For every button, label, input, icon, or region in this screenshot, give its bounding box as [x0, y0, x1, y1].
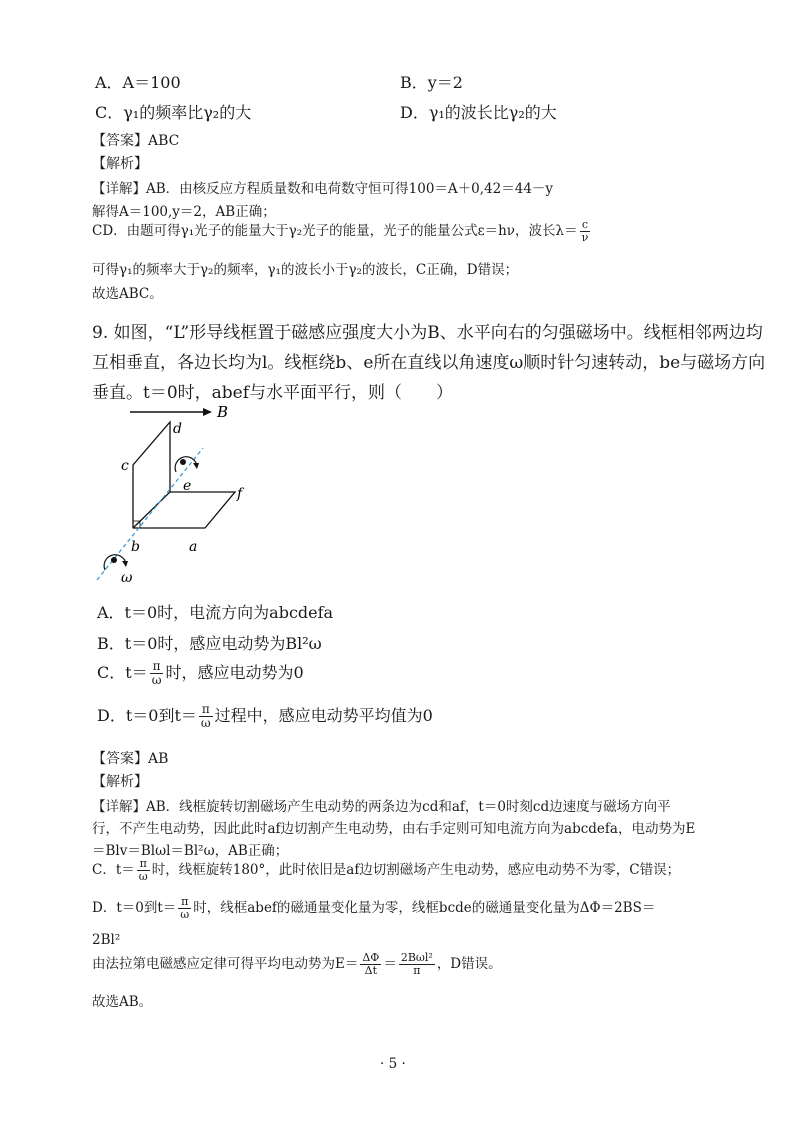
option-d: D．t＝0到t＝ $\frac{\pi}{\omega}$ 过程中，感应电动势平均值为0 [97, 702, 433, 731]
label-e: e [183, 478, 192, 494]
page-number: · 5 · [380, 1056, 406, 1072]
prev-option-b: B．y＝2 [400, 73, 463, 92]
prev-answer-line: 【答案】ABC [92, 133, 180, 149]
prev-analysis-label: 【解析】 [92, 156, 148, 172]
prev-option-c: C．γ₁的频率比γ₂的大 [95, 103, 252, 122]
axis-dot-lower [111, 557, 117, 563]
label-f: f [237, 486, 243, 502]
option-c: C．t＝ $\frac{\pi}{\omega}$ 时，感应电动势为0 [97, 659, 304, 688]
option-a: A．t＝0时，电流方向为abcdefa [97, 603, 334, 622]
prev-detail-5: 故选ABC。 [92, 286, 163, 302]
analysis-label: 【解析】 [92, 774, 148, 790]
label-omega: ω [121, 570, 133, 585]
question-line-3: 垂直。t＝0时，abef与水平面平行，则（ ） [92, 383, 454, 403]
question-line-1: 9. 如图，“L”形导线框置于磁感应强度大小为B、水平向右的匀强磁场中。线框相邻两边均 [92, 323, 763, 343]
detail-8: 故选AB。 [92, 994, 153, 1010]
prev-detail-1: 【详解】AB．由核反应方程质量数和电荷数守恒可得100＝A＋0,42＝44－y [92, 181, 554, 197]
label-a: a [189, 539, 198, 555]
detail-6: 2Bl² [92, 932, 121, 948]
label-c: c [121, 458, 129, 474]
prev-detail-2: 解得A＝100,y＝2，AB正确； [92, 204, 276, 220]
l-frame-figure [85, 400, 265, 585]
answer-line: 【答案】AB [92, 751, 169, 767]
label-b: b [131, 539, 140, 555]
prev-detail-4: 可得γ₁的频率大于γ₂的频率，γ₁的波长小于γ₂的波长，C正确，D错误； [92, 262, 519, 278]
detail-1: 【详解】AB．线框旋转切割磁场产生电动势的两条边为cd和af，t＝0时刻cd边速度与磁场方向平 [92, 799, 671, 815]
label-d: d [173, 421, 182, 437]
detail-7: 由法拉第电磁感应定律可得平均电动势为E＝ $\frac{\Delta\Phi}{\Delta t}$ ＝ $\frac{\text{2Bωl²}}{\pi}$ ，D错误。 [92, 951, 502, 978]
question-line-2: 互相垂直，各边长均为l。线框绕b、e所在直线以角速度ω顺时针匀速转动，be与磁场方向 [92, 353, 766, 373]
frame-abef [133, 492, 235, 528]
option-b: B．t＝0时，感应电动势为Bl²ω [97, 634, 322, 653]
detail-3: ＝Blv＝Blωl＝Bl²ω，AB正确； [92, 843, 289, 859]
detail-5: D．t＝0到t＝ $\frac{\pi}{\omega}$ 时，线框abef的磁通量变化量为零，线框bcde的磁通量变化量为ΔΦ＝2BS＝ [92, 895, 656, 922]
prev-detail-3: CD．由题可得γ₁光子的能量大于γ₂光子的能量，光子的能量公式ε＝hν，波长λ＝ $\frac{c}{\nu}$ [92, 218, 589, 245]
rotation-arrow-upper-icon [193, 463, 199, 469]
label-b-field: B [217, 403, 229, 421]
rotation-arrow-lower-icon [122, 561, 128, 567]
detail-4: C．t＝ $\frac{\pi}{\omega}$ 时，线框旋转180°，此时依旧是af边切割磁场产生电动势，感应电动势不为零，C错误； [92, 857, 681, 884]
prev-option-d: D．γ₁的波长比γ₂的大 [400, 103, 557, 122]
detail-2: 行，不产生电动势，因此此时af边切割产生电动势，由右手定则可知电流方向为abcdefa，电动势为E [92, 821, 696, 837]
prev-option-a: A．A＝100 [95, 73, 181, 92]
axis-dot-upper [180, 459, 186, 465]
arrowhead-icon [203, 408, 212, 416]
